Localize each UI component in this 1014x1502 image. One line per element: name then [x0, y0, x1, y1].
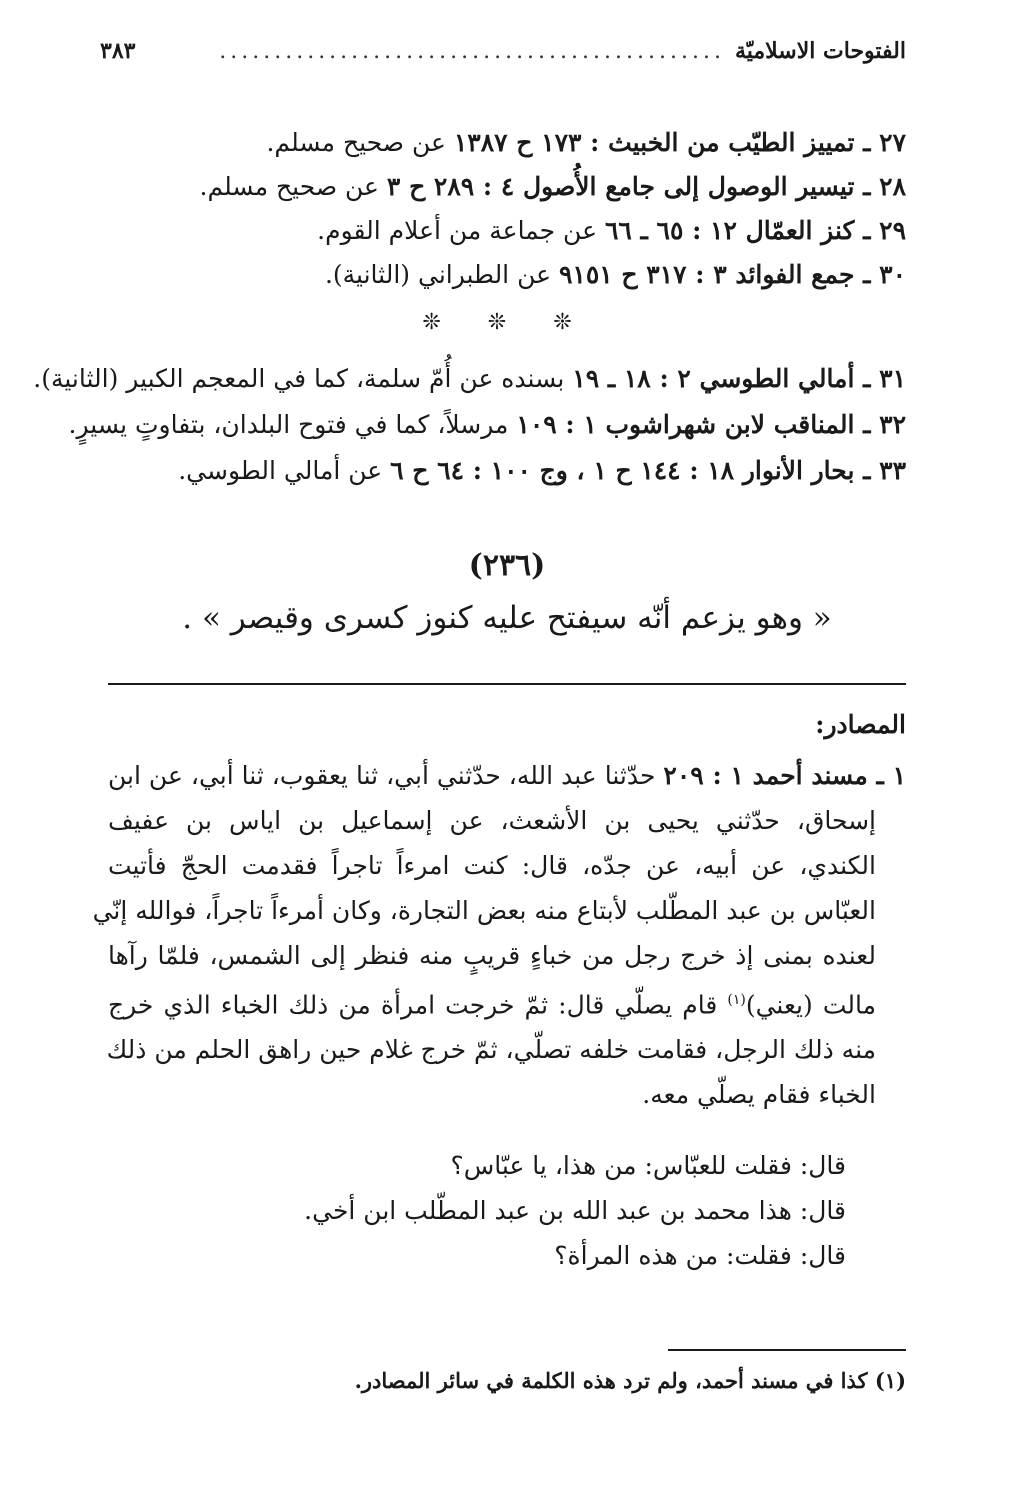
source-line: إسحاق، حدّثني يحيى بن الأشعث، عن إسماعيل بن اياس بن عفيف	[108, 806, 876, 835]
reference-28: ٢٨ ـ تيسير الوصول إلى جامع الأُصول ٤ : ٢٨٩ ح ٣ عن صحيح مسلم.	[199, 172, 906, 201]
reference-30: ٣٠ ـ جمع الفوائد ٣ : ٣١٧ ح ٩١٥١ عن الطبراني (الثانية).	[324, 260, 906, 289]
reference-32: ٣٢ ـ المناقب لابن شهراشوب ١ : ١٠٩ مرسلاً، كما في فتوح البلدان، بتفاوتٍ يسيرٍ.	[68, 410, 906, 439]
dialogue-line: قال: هذا محمد بن عبد الله بن عبد المطّلب ابن أخي.	[304, 1196, 846, 1225]
footnote-rule	[668, 1349, 906, 1351]
header-title: الفتوحات الاسلاميّة	[734, 38, 906, 64]
reference-31: ٣١ ـ أمالي الطوسي ٢ : ١٨ ـ ١٩ بسنده عن أُمّ سلمة، كما في المعجم الكبير (الثانية).	[33, 364, 906, 393]
running-header	[100, 38, 906, 64]
divider-line	[108, 683, 906, 685]
source-line: لعنده بمنى إذ خرج رجل من خباءٍ قريبٍ منه فنظر إلى الشمس، فلمّا رآها	[108, 941, 876, 970]
dialogue-line: قال: فقلت: من هذه المرأة؟	[554, 1241, 846, 1270]
reference-27: ٢٧ ـ تمييز الطيّب من الخبيث : ١٧٣ ح ١٣٨٧ عن صحيح مسلم.	[266, 128, 906, 157]
source-line: الخباء فقام يصلّي معه.	[642, 1080, 876, 1110]
header-dots: ..............................................	[219, 38, 725, 64]
footnote-text: (١) كذا في مسند أحمد، ولم ترد هذه الكلمة في سائر المصادر.	[354, 1368, 906, 1393]
source-line: الكندي، عن أبيه، عن جدّه، قال: كنت امرءاً تاجراً فقدمت الحجّ فأتيت	[108, 851, 876, 880]
page-number: ٣٨٣	[100, 38, 136, 64]
dialogue-line: قال: فقلت للعبّاس: من هذا، يا عبّاس؟	[450, 1151, 846, 1180]
section-number: (٢٣٦)	[468, 548, 546, 583]
source-line: مالت (يعني)$^{(١)}$ قام يصلّي قال: ثمّ خرجت امرأة من ذلك الخباء الذي خرج	[108, 990, 877, 1020]
separator-stars: ❊ ❊ ❊	[422, 310, 592, 335]
reference-33: ٣٣ ـ بحار الأنوار ١٨ : ١٤٤ ح ١ ، وج ١٠٠ : ٦٤ ح ٦ عن أمالي الطوسي.	[178, 456, 906, 485]
source-line: ١ ـ مسند أحمد ١ : ٢٠٩ حدّثنا عبد الله، حدّثني أبي، ثنا يعقوب، ثنا أبي، عن ابن	[108, 761, 907, 790]
section-quote: « وهو يزعم أنّه سيفتح عليه كنوز كسرى وقيصر » .	[182, 600, 832, 636]
sources-title: المصادر:	[815, 710, 906, 739]
reference-29: ٢٩ ـ كنز العمّال ١٢ : ٦٥ ـ ٦٦ عن جماعة من أعلام القوم.	[317, 216, 906, 245]
source-line: منه ذلك الرجل، فقامت خلفه تصلّي، ثمّ خرج غلام حين راهق الحلم من ذلك	[106, 1035, 876, 1065]
source-item-1	[92, 753, 907, 1117]
footnote-marker[interactable]: (١)	[727, 992, 746, 1008]
source-line: العبّاس بن عبد المطّلب لأبتاع منه بعض التجارة، وكان أمرءاً تاجراً، فوالله إنّي	[92, 896, 876, 925]
